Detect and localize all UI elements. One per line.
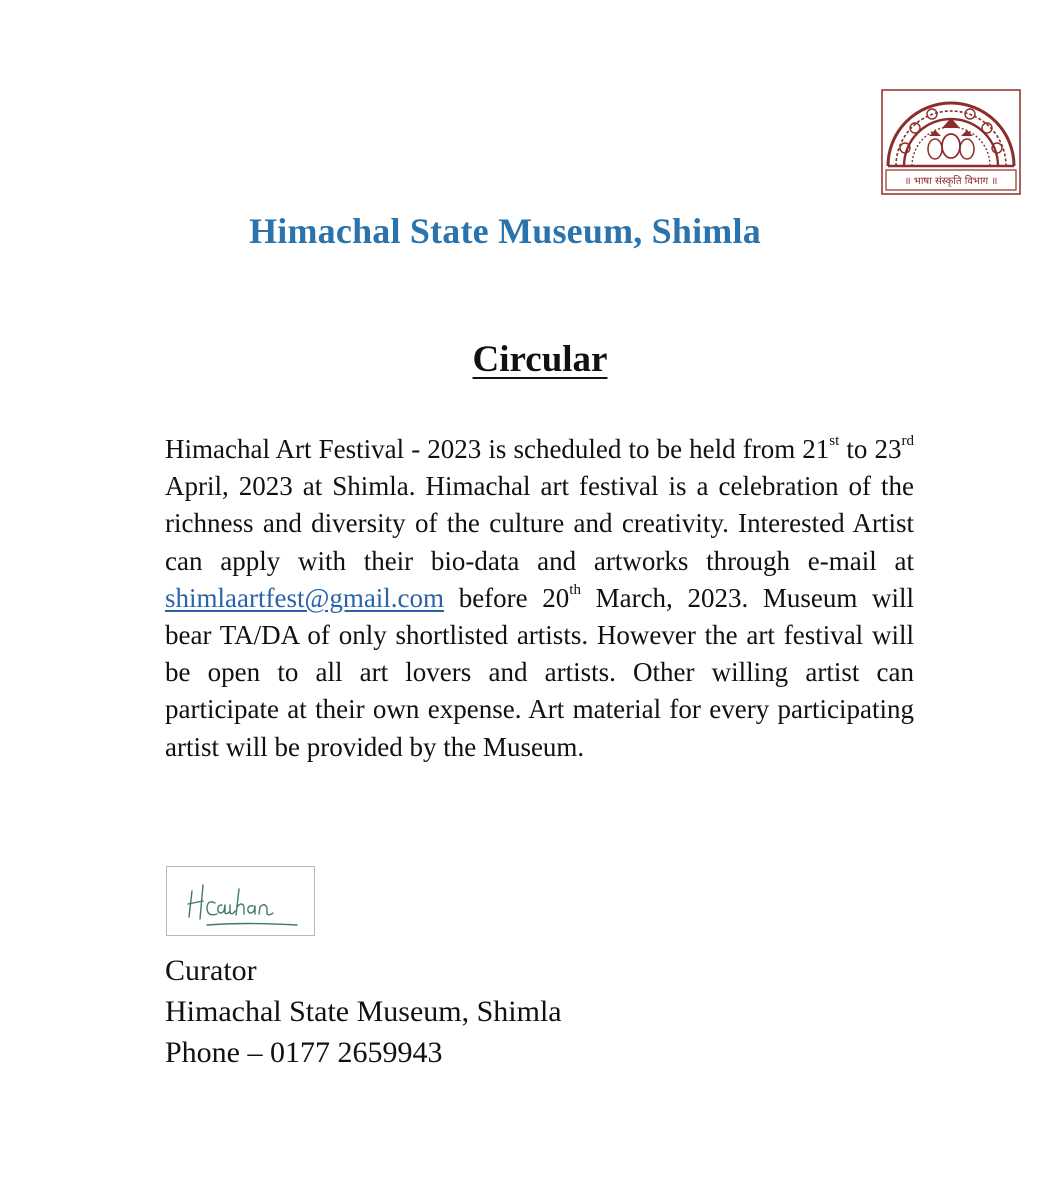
- body-text-part: March, 2023. Museum will bear TA/DA of only shortlisted artists. However the art festival will be open to all art lovers and artists. Other willing artist can participate at their own expense. Art material for every participating artist will be provided by the Museum.: [165, 582, 914, 762]
- email-link[interactable]: shimlaartfest@gmail.com: [165, 582, 445, 613]
- logo-caption: ॥ भाषा संस्कृति विभाग ॥: [904, 176, 998, 187]
- logo-emblem-icon: [880, 88, 1022, 196]
- signatory-designation: Curator: [165, 954, 257, 987]
- ordinal-superscript: rd: [901, 433, 914, 449]
- signatory-block: [165, 950, 562, 1073]
- signature-box: [166, 866, 315, 936]
- ordinal-superscript: th: [569, 581, 581, 598]
- body-text-part: Himachal Art Festival - 2023 is scheduled to be held from 21: [165, 434, 830, 464]
- contact-phone: Phone – 0177 2659943: [165, 1036, 443, 1069]
- signatory-organization: Himachal State Museum, Shimla: [165, 995, 562, 1028]
- circular-body: [165, 431, 914, 766]
- body-text-part: to 23: [839, 434, 902, 464]
- circular-title: Circular: [472, 339, 608, 380]
- handwritten-signature-icon: [167, 867, 314, 935]
- museum-title: Himachal State Museum, Shimla: [249, 211, 761, 251]
- body-text-part: before 20: [444, 582, 570, 613]
- body-text-part: April, 2023 at Shimla. Himachal art festival is a celebration of the richness and diversity of the culture and creativity. Interested Artist can apply with their bio-data and artworks through e-mail at: [165, 471, 914, 576]
- department-logo: [880, 88, 1022, 196]
- ordinal-superscript: st: [829, 433, 840, 449]
